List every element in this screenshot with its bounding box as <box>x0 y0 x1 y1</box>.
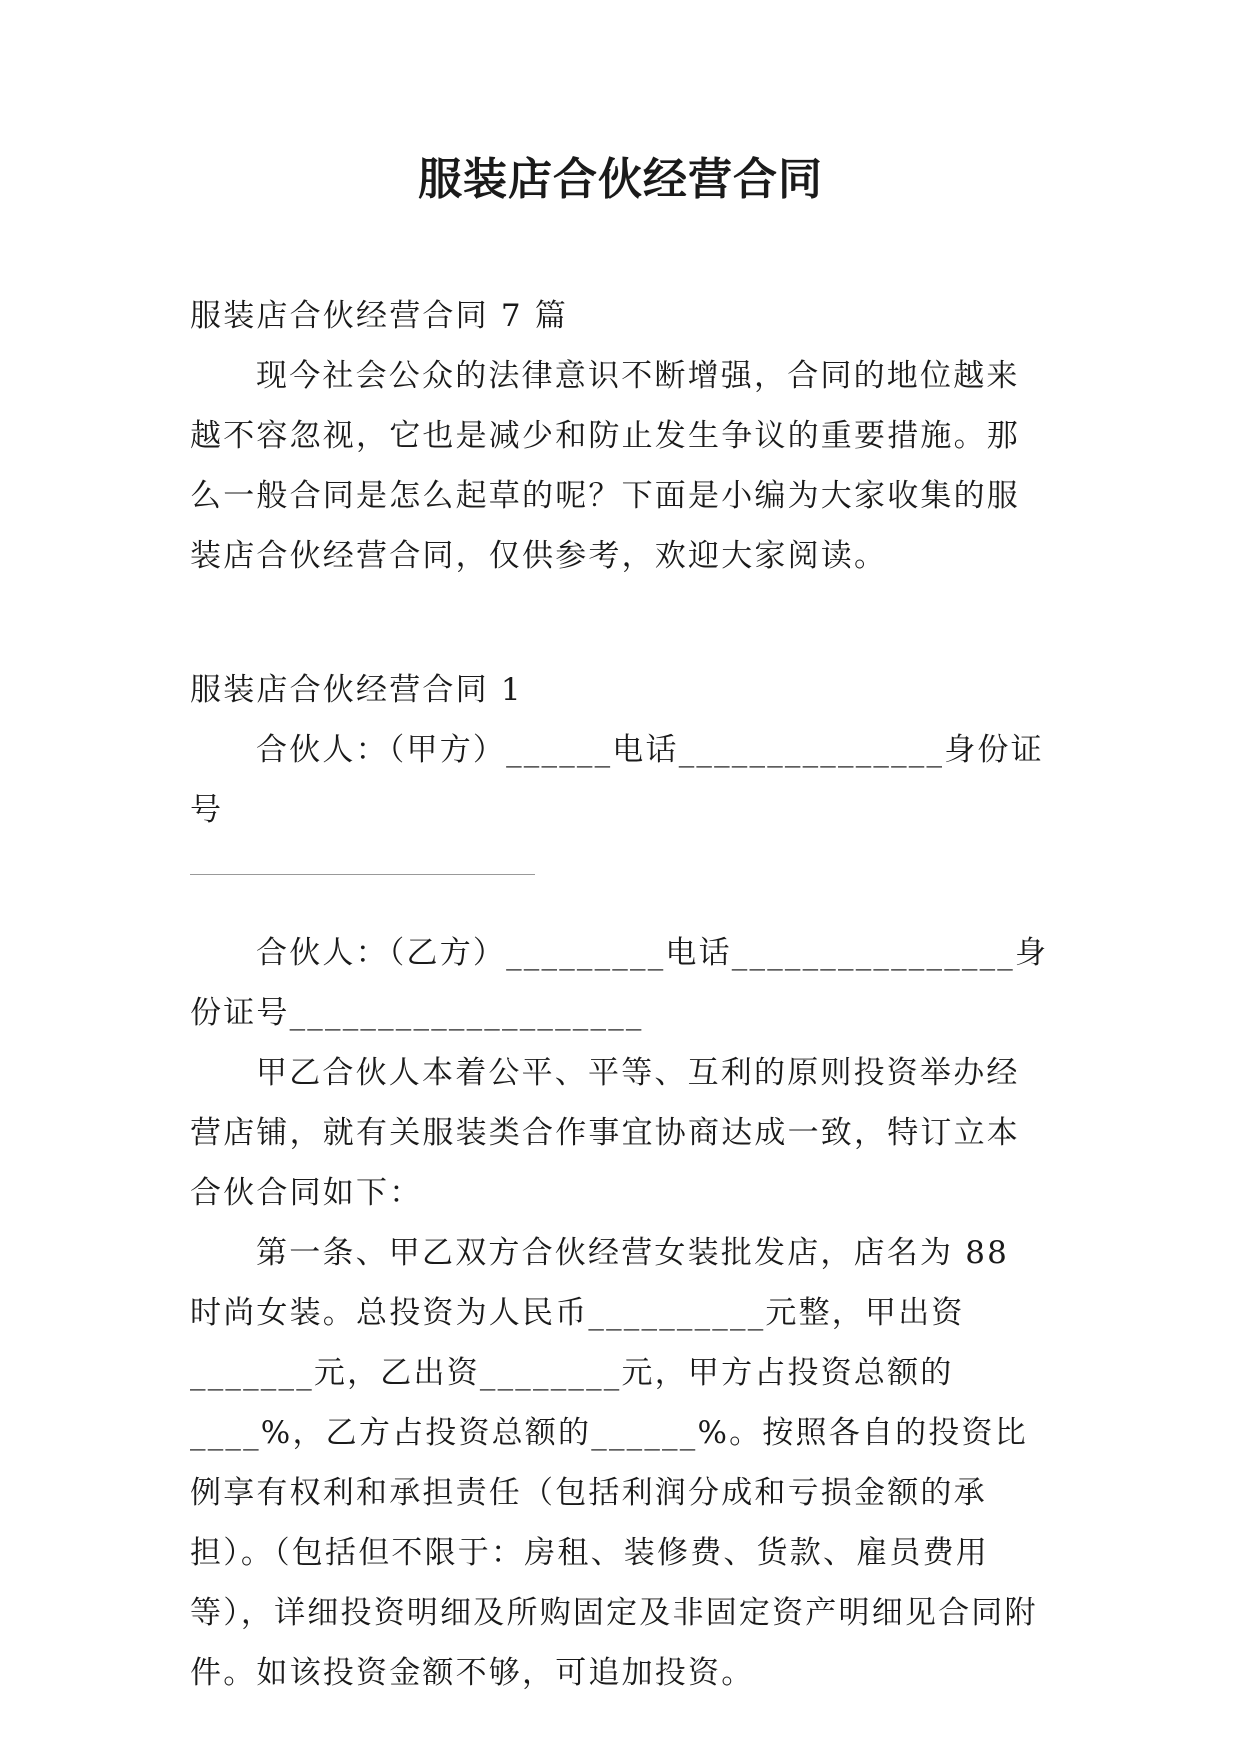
document-body <box>190 286 1050 1703</box>
document-title: 服装店合伙经营合同 <box>418 154 823 205</box>
partner-a-line: 合伙人：（甲方）______电话_______________身份证号 <box>190 732 1044 828</box>
partner-b-line: 合伙人：（乙方）_________电话________________身份证号____________________ <box>190 935 1049 1031</box>
article-1-paragraph: 第一条、甲乙双方合伙经营女装批发店，店名为 88 时尚女装。总投资为人民币__________元整，甲出资_______元，乙出资________元，甲方占投资总额的____%，乙方占投资总额的______%。按照各自的投资比例享有权利和承担责任（包括利润分成和亏损金额的承担）。（包括但不限于：房租、装修费、货款、雇员费用等），详细投资明细及所购固定及非固定资产明细见合同附件。如该投资金额不够，可追加投资。 <box>190 1235 1038 1691</box>
paragraph-gap <box>190 586 1050 660</box>
id-number-blank-line <box>190 840 535 875</box>
intro-paragraph: 现今社会公众的法律意识不断增强，合同的地位越来越不容忽视，它也是减少和防止发生争议的重要措施。那么一般合同是怎么起草的呢？下面是小编为大家收集的服装店合伙经营合同，仅供参考，欢迎大家阅读。 <box>190 358 1020 574</box>
preamble-paragraph: 甲乙合伙人本着公平、平等、互利的原则投资举办经营店铺，就有关服装类合作事宜协商达成一致，特订立本合伙合同如下： <box>190 1055 1020 1211</box>
document-subtitle: 服装店合伙经营合同 7 篇 <box>190 298 569 334</box>
section-heading: 服装店合伙经营合同 1 <box>190 672 523 708</box>
